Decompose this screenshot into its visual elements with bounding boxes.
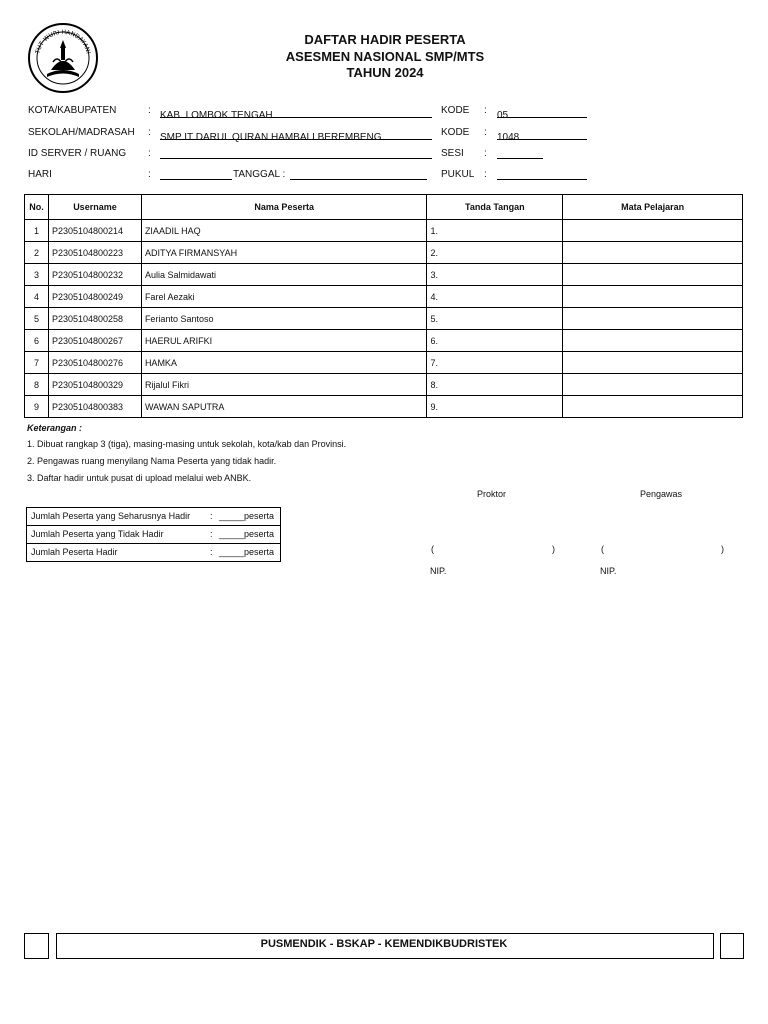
- sesi-field[interactable]: [497, 146, 543, 159]
- summary-label: Jumlah Peserta yang Tidak Hadir: [31, 529, 164, 539]
- row-username: P2305104800214: [48, 220, 141, 242]
- hari-label: HARI: [28, 169, 52, 180]
- pengawas-close-paren: ): [721, 544, 724, 554]
- table-row: [25, 286, 743, 308]
- pukul-field[interactable]: [497, 167, 587, 180]
- tanggal-label: TANGGAL :: [233, 169, 286, 180]
- table-row: [25, 396, 743, 418]
- row-username: P2305104800383: [48, 396, 141, 418]
- table-row: [25, 330, 743, 352]
- summary-unit: peserta: [244, 511, 275, 521]
- row-nama: HAMKA: [141, 352, 427, 374]
- pengawas-label: Pengawas: [640, 489, 683, 499]
- kode2-value: 1048: [497, 132, 520, 143]
- row-nama: Aulia Salmidawati: [141, 264, 427, 286]
- header-mata-pelajaran: Mata Pelajaran: [563, 195, 743, 220]
- header-nama-peserta: Nama Peserta: [141, 195, 427, 220]
- row-mata-pelajaran-cell[interactable]: [563, 264, 743, 286]
- pengawas-nip-label: NIP.: [600, 566, 617, 576]
- attendance-summary-box: [26, 507, 281, 562]
- note-item: 1. Dibuat rangkap 3 (tiga), masing-masing untuk sekolah, kota/kab dan Provinsi.: [27, 439, 347, 449]
- hari-field[interactable]: [160, 167, 232, 180]
- row-nama: Farel Aezaki: [141, 286, 427, 308]
- row-no: 9: [25, 396, 49, 418]
- row-mata-pelajaran-cell[interactable]: [563, 308, 743, 330]
- table-header-row: [25, 195, 743, 220]
- kode1-value: 05: [497, 110, 509, 121]
- kota-value: KAB. LOMBOK TENGAH: [160, 110, 273, 121]
- kode2-field[interactable]: [497, 127, 587, 143]
- row-signature-cell[interactable]: 4.: [427, 286, 563, 308]
- svg-text:TUT WURI HANDAYANI: TUT WURI HANDAYANI: [34, 28, 92, 55]
- table-row: [25, 352, 743, 374]
- footer-text: PUSMENDIK - BSKAP - KEMENDIKBUDRISTEK: [260, 938, 508, 950]
- note-item: 2. Pengawas ruang menyilang Nama Peserta yang tidak hadir.: [27, 456, 277, 466]
- row-no: 2: [25, 242, 49, 264]
- row-signature-cell[interactable]: 3.: [427, 264, 563, 286]
- colon: :: [148, 169, 151, 180]
- row-nama: ADITYA FIRMANSYAH: [141, 242, 427, 264]
- row-signature-cell[interactable]: 6.: [427, 330, 563, 352]
- summary-colon: :: [210, 547, 213, 557]
- summary-label: Jumlah Peserta Hadir: [31, 547, 118, 557]
- table-row: [25, 220, 743, 242]
- server-field[interactable]: [160, 146, 432, 159]
- pengawas-open-paren: (: [601, 544, 604, 554]
- kode1-field[interactable]: [497, 105, 587, 121]
- summary-colon: :: [210, 529, 213, 539]
- sekolah-value: SMP IT DARUL QURAN HAMBALI BEREMBENG: [160, 132, 382, 143]
- document-title-line-3: TAHUN 2024: [346, 65, 424, 80]
- row-signature-cell[interactable]: 2.: [427, 242, 563, 264]
- footer-left-box: [24, 933, 49, 959]
- summary-row: [27, 508, 280, 526]
- row-mata-pelajaran-cell[interactable]: [563, 220, 743, 242]
- row-username: P2305104800232: [48, 264, 141, 286]
- attendance-table: [24, 194, 743, 418]
- pukul-label: PUKUL: [441, 169, 475, 180]
- colon: :: [484, 127, 487, 138]
- footer-right-box: [720, 933, 744, 959]
- summary-blank[interactable]: _____: [219, 529, 245, 539]
- kode2-label: KODE: [441, 127, 470, 138]
- summary-label: Jumlah Peserta yang Seharusnya Hadir: [31, 511, 191, 521]
- row-nama: Ferianto Santoso: [141, 308, 427, 330]
- colon: :: [484, 105, 487, 116]
- document-title-line-1: DAFTAR HADIR PESERTA: [304, 32, 466, 47]
- colon: :: [484, 169, 487, 180]
- summary-unit: peserta: [244, 529, 275, 539]
- row-nama: WAWAN SAPUTRA: [141, 396, 427, 418]
- header-tanda-tangan: Tanda Tangan: [427, 195, 563, 220]
- row-username: P2305104800267: [48, 330, 141, 352]
- row-mata-pelajaran-cell[interactable]: [563, 374, 743, 396]
- kota-label: KOTA/KABUPATEN: [28, 105, 117, 116]
- row-no: 8: [25, 374, 49, 396]
- colon: :: [148, 148, 151, 159]
- row-no: 7: [25, 352, 49, 374]
- notes-heading: Keterangan :: [27, 423, 83, 433]
- colon: :: [484, 148, 487, 159]
- row-mata-pelajaran-cell[interactable]: [563, 242, 743, 264]
- kode1-label: KODE: [441, 105, 470, 116]
- row-signature-cell[interactable]: 1.: [427, 220, 563, 242]
- row-username: P2305104800329: [48, 374, 141, 396]
- tanggal-field[interactable]: [290, 167, 427, 180]
- summary-row: [27, 544, 280, 561]
- summary-colon: :: [210, 511, 213, 521]
- row-username: P2305104800249: [48, 286, 141, 308]
- proktor-nip-label: NIP.: [430, 566, 447, 576]
- row-mata-pelajaran-cell[interactable]: [563, 352, 743, 374]
- header-no: No.: [25, 195, 49, 220]
- kota-field[interactable]: [160, 105, 432, 121]
- row-mata-pelajaran-cell[interactable]: [563, 286, 743, 308]
- table-row: [25, 264, 743, 286]
- tut-wuri-handayani-logo: [27, 22, 99, 94]
- row-no: 1: [25, 220, 49, 242]
- row-username: P2305104800223: [48, 242, 141, 264]
- summary-row: [27, 526, 280, 544]
- proktor-open-paren: (: [431, 544, 434, 554]
- row-nama: ZIAADIL HAQ: [141, 220, 427, 242]
- table-row: [25, 242, 743, 264]
- server-label: ID SERVER / RUANG: [28, 148, 127, 159]
- row-username: P2305104800258: [48, 308, 141, 330]
- summary-unit: peserta: [244, 547, 275, 557]
- row-signature-cell[interactable]: 5.: [427, 308, 563, 330]
- note-item: 3. Daftar hadir untuk pusat di upload melalui web ANBK.: [27, 473, 252, 483]
- row-nama: Rijalul Fikri: [141, 374, 427, 396]
- colon: :: [148, 105, 151, 116]
- document-title-line-2: ASESMEN NASIONAL SMP/MTS: [285, 49, 485, 64]
- sesi-label: SESI: [441, 148, 464, 159]
- summary-blank[interactable]: _____: [219, 511, 245, 521]
- row-no: 5: [25, 308, 49, 330]
- sekolah-label: SEKOLAH/MADRASAH: [28, 127, 135, 138]
- row-signature-cell[interactable]: 7.: [427, 352, 563, 374]
- row-mata-pelajaran-cell[interactable]: [563, 330, 743, 352]
- row-no: 3: [25, 264, 49, 286]
- row-signature-cell[interactable]: 8.: [427, 374, 563, 396]
- table-row: [25, 308, 743, 330]
- row-no: 4: [25, 286, 49, 308]
- table-row: [25, 374, 743, 396]
- proktor-label: Proktor: [477, 489, 507, 499]
- row-signature-cell[interactable]: 9.: [427, 396, 563, 418]
- header-username: Username: [48, 195, 141, 220]
- summary-blank[interactable]: _____: [219, 547, 245, 557]
- row-nama: HAERUL ARIFKI: [141, 330, 427, 352]
- row-no: 6: [25, 330, 49, 352]
- sekolah-field[interactable]: [160, 127, 432, 143]
- colon: :: [148, 127, 151, 138]
- row-username: P2305104800276: [48, 352, 141, 374]
- row-mata-pelajaran-cell[interactable]: [563, 396, 743, 418]
- proktor-close-paren: ): [552, 544, 555, 554]
